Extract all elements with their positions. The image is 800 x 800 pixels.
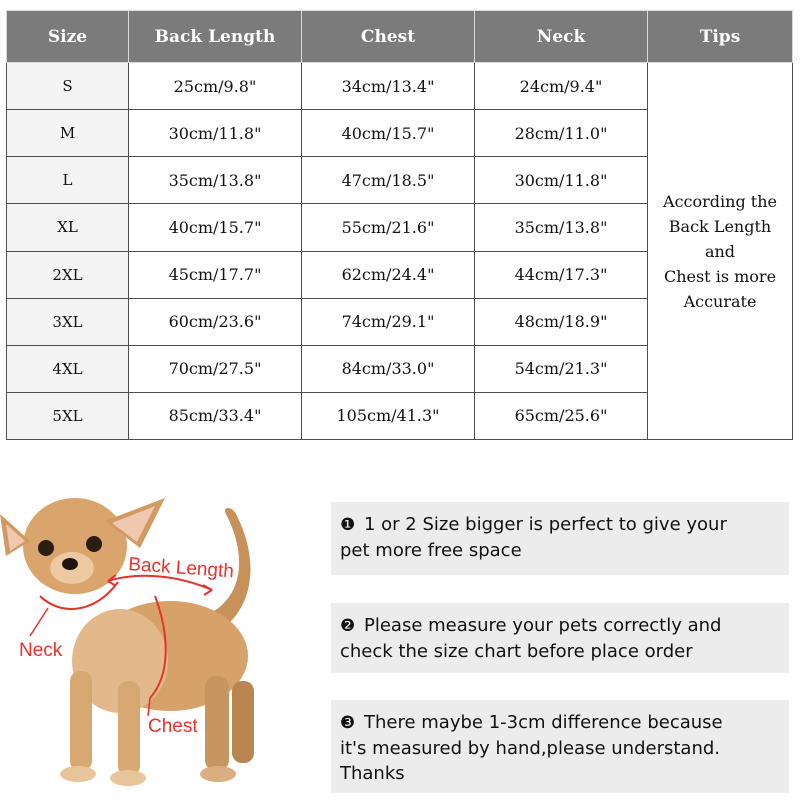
note-line xyxy=(340,613,789,639)
dog-eye xyxy=(86,536,102,552)
back-length-label: Back Length xyxy=(127,554,235,583)
note-measure-advice xyxy=(331,603,789,673)
dog-eye xyxy=(38,540,54,556)
back-length-cell: 30cm/11.8" xyxy=(129,110,302,157)
chest-cell: 40cm/15.7" xyxy=(302,110,475,157)
dog-leg xyxy=(205,676,229,771)
neck-cell: 48cm/18.9" xyxy=(475,298,648,345)
size-cell: 3XL xyxy=(7,298,129,345)
back-length-cell: 35cm/13.8" xyxy=(129,157,302,204)
back-length-cell: 85cm/33.4" xyxy=(129,392,302,439)
tips-line: Chest is more xyxy=(663,266,777,286)
table-header-row xyxy=(7,11,793,63)
dog-leg xyxy=(118,681,140,776)
note-difference-advice xyxy=(331,700,789,793)
header-tips: Tips xyxy=(648,11,793,63)
dog-paw xyxy=(60,766,96,782)
note-number: ❶ xyxy=(340,515,356,535)
chest-label: Chest xyxy=(148,716,198,737)
note-size-advice xyxy=(331,502,789,575)
tips-cell xyxy=(648,63,793,440)
dog-leg xyxy=(232,681,254,763)
dog-measurement-illustration xyxy=(0,486,300,800)
chest-cell: 105cm/41.3" xyxy=(302,392,475,439)
size-chart-table xyxy=(6,10,793,440)
dog-paw xyxy=(200,766,236,782)
size-cell: L xyxy=(7,157,129,204)
note-line: Thanks xyxy=(340,763,405,784)
table-row xyxy=(7,63,793,110)
size-cell: M xyxy=(7,110,129,157)
size-cell: 2XL xyxy=(7,251,129,298)
back-measure-arrow-right xyxy=(203,585,212,595)
chest-cell: 55cm/21.6" xyxy=(302,204,475,251)
neck-label: Neck xyxy=(19,640,63,661)
back-length-cell: 70cm/27.5" xyxy=(129,345,302,392)
note-line: check the size chart before place order xyxy=(340,641,693,662)
neck-cell: 54cm/21.3" xyxy=(475,345,648,392)
size-cell: S xyxy=(7,63,129,110)
neck-cell: 44cm/17.3" xyxy=(475,251,648,298)
chest-cell: 34cm/13.4" xyxy=(302,63,475,110)
header-back-length: Back Length xyxy=(129,11,302,63)
neck-cell: 28cm/11.0" xyxy=(475,110,648,157)
tips-line: Accurate xyxy=(683,291,757,311)
header-chest: Chest xyxy=(302,11,475,63)
note-text: 1 or 2 Size bigger is perfect to give your xyxy=(363,514,727,535)
size-cell: XL xyxy=(7,204,129,251)
note-line xyxy=(340,710,789,736)
header-neck: Neck xyxy=(475,11,648,63)
tips-line: Back Length and xyxy=(668,216,772,261)
chest-cell: 84cm/33.0" xyxy=(302,345,475,392)
back-length-cell: 40cm/15.7" xyxy=(129,204,302,251)
note-text: There maybe 1-3cm difference because xyxy=(363,712,723,733)
back-length-cell: 60cm/23.6" xyxy=(129,298,302,345)
neck-cell: 65cm/25.6" xyxy=(475,392,648,439)
size-cell: 5XL xyxy=(7,392,129,439)
neck-cell: 30cm/11.8" xyxy=(475,157,648,204)
back-length-cell: 25cm/9.8" xyxy=(129,63,302,110)
header-size: Size xyxy=(7,11,129,63)
dog-leg xyxy=(70,671,92,771)
back-length-cell: 45cm/17.7" xyxy=(129,251,302,298)
chest-cell: 62cm/24.4" xyxy=(302,251,475,298)
neck-pointer-line xyxy=(30,608,48,636)
note-line xyxy=(340,512,789,538)
neck-cell: 35cm/13.8" xyxy=(475,204,648,251)
chest-cell: 47cm/18.5" xyxy=(302,157,475,204)
note-text: Please measure your pets correctly and xyxy=(363,615,722,636)
size-cell: 4XL xyxy=(7,345,129,392)
note-line: pet more free space xyxy=(340,540,522,561)
dog-nose xyxy=(62,558,78,570)
neck-cell: 24cm/9.4" xyxy=(475,63,648,110)
note-line: it's measured by hand,please understand. xyxy=(340,738,720,759)
tips-line: According the xyxy=(663,191,777,211)
chest-cell: 74cm/29.1" xyxy=(302,298,475,345)
note-number: ❸ xyxy=(340,713,356,733)
note-number: ❷ xyxy=(340,616,356,636)
dog-paw xyxy=(110,770,146,786)
